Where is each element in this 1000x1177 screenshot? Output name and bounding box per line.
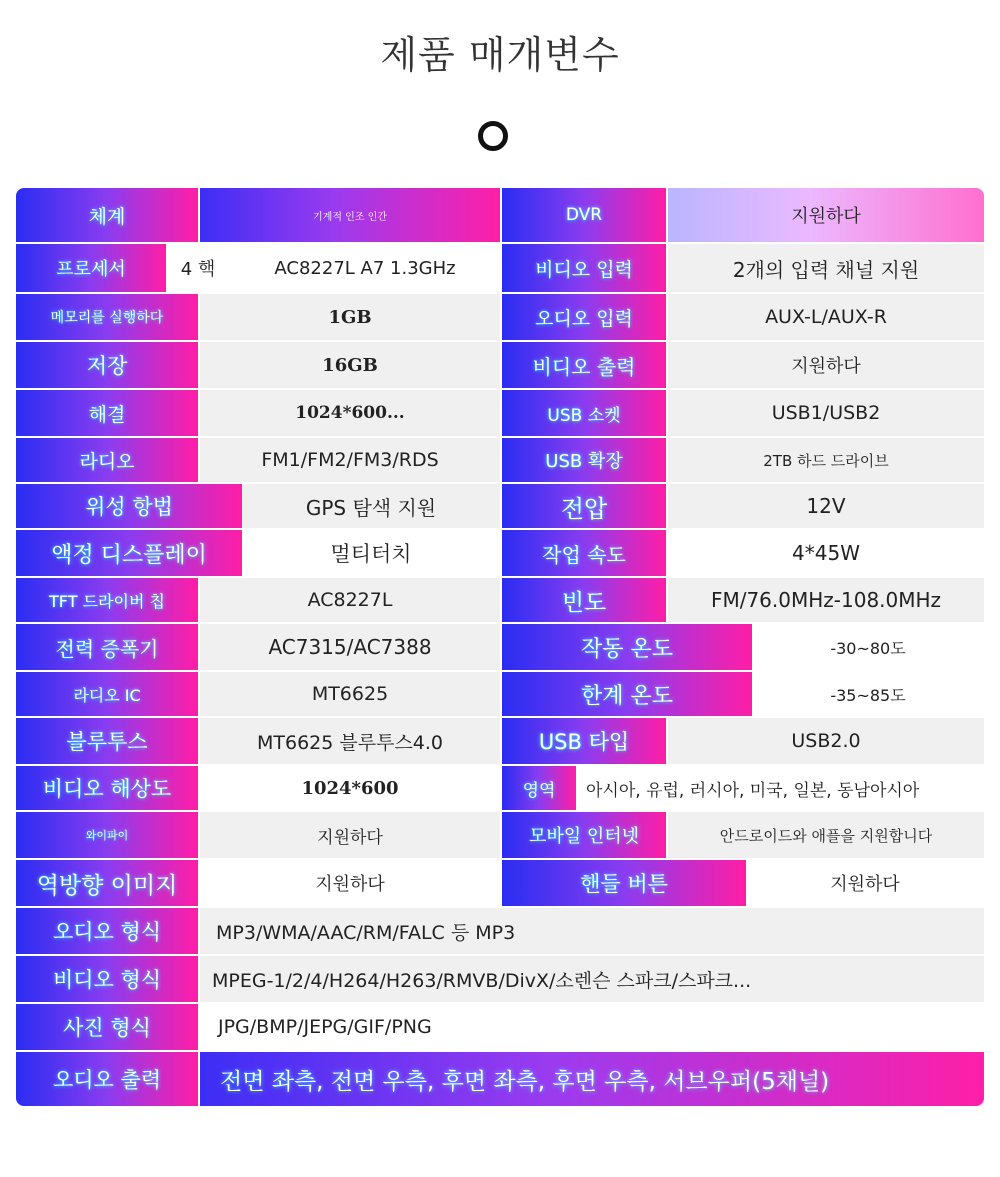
page-title: 제품 매개변수 (380, 33, 620, 77)
spec-value: 지원하다 (668, 188, 984, 242)
spec-value: 전면 좌측, 전면 우측, 후면 좌측, 후면 우측, 서브우퍼(5채널) (200, 1052, 984, 1106)
spec-value: 4*45W (668, 530, 984, 576)
table-row (16, 810, 984, 858)
spec-label: 전력 증폭기 (16, 624, 200, 670)
table-row (16, 716, 984, 764)
spec-value: 멀티터치 (242, 530, 502, 576)
spec-value: USB1/USB2 (668, 390, 984, 436)
table-row (16, 436, 984, 482)
spec-label: 모바일 인터넷 (502, 812, 668, 858)
spec-value: AUX-L/AUX-R (668, 294, 984, 340)
spec-label: 오디오 형식 (16, 908, 200, 954)
spec-value: 지원하다 (200, 812, 502, 858)
spec-label: USB 소켓 (502, 390, 668, 436)
spec-label: 저장 (16, 342, 200, 388)
spec-label: 오디오 출력 (16, 1052, 200, 1106)
spec-label: 영역 (502, 766, 576, 810)
table-row (16, 906, 984, 954)
ring-icon (478, 121, 508, 151)
spec-label: 블루투스 (16, 718, 200, 764)
spec-value: AC7315/AC7388 (200, 624, 502, 670)
spec-label: 해결 (16, 390, 200, 436)
spec-value: 지원하다 (668, 342, 984, 388)
spec-label: 한계 온도 (502, 672, 752, 716)
spec-value: 지원하다 (200, 860, 502, 906)
spec-label: 비디오 해상도 (16, 766, 200, 810)
table-row (16, 622, 984, 670)
spec-label: 비디오 출력 (502, 342, 668, 388)
spec-value: 아시아, 유럽, 러시아, 미국, 일본, 동남아시아 (576, 766, 984, 810)
spec-label: 오디오 입력 (502, 294, 668, 340)
spec-value: 1024*600... (200, 390, 502, 436)
spec-label: 위성 항법 (16, 484, 242, 528)
table-row (16, 242, 984, 292)
spec-value: 지원하다 (746, 860, 984, 906)
spec-label: DVR (502, 188, 668, 242)
table-row (16, 764, 984, 810)
spec-value: 1GB (200, 294, 502, 340)
spec-value: 2개의 입력 채널 지원 (668, 244, 984, 292)
spec-label: 작동 온도 (502, 624, 752, 670)
spec-label: 전압 (502, 484, 668, 528)
spec-label: 라디오 IC (16, 672, 200, 716)
spec-value: AC8227L (200, 578, 502, 622)
spec-value: USB2.0 (668, 718, 984, 764)
spec-label: 프로세서 (16, 244, 166, 292)
spec-label: 사진 형식 (16, 1004, 200, 1050)
spec-label: 와이파이 (16, 812, 200, 858)
spec-label: 메모리를 실행하다 (16, 294, 200, 340)
table-row (16, 1050, 984, 1106)
spec-label: USB 확장 (502, 438, 668, 482)
spec-label: 비디오 형식 (16, 956, 200, 1002)
spec-value: 2TB 하드 드라이브 (668, 438, 984, 482)
spec-label: 역방향 이미지 (16, 860, 200, 906)
table-row (16, 576, 984, 622)
table-row (16, 954, 984, 1002)
table-row (16, 340, 984, 388)
spec-label: 작업 속도 (502, 530, 668, 576)
table-row (16, 188, 984, 242)
spec-value: MPEG-1/2/4/H264/H263/RMVB/DivX/소렌슨 스파크/스파크... (200, 956, 984, 1002)
spec-value: -30~80도 (752, 624, 984, 670)
spec-value: 12V (668, 484, 984, 528)
spec-value: MT6625 블루투스4.0 (200, 718, 502, 764)
spec-label: 비디오 입력 (502, 244, 668, 292)
spec-value: -35~85도 (752, 672, 984, 716)
spec-label: USB 타입 (502, 718, 668, 764)
spec-value: MT6625 (200, 672, 502, 716)
spec-value: 4 핵 (166, 244, 230, 292)
spec-value: JPG/BMP/JEPG/GIF/PNG (200, 1004, 984, 1050)
table-row (16, 388, 984, 436)
spec-value: GPS 탐색 지원 (242, 484, 502, 528)
spec-value: FM/76.0MHz-108.0MHz (668, 578, 984, 622)
spec-value: 안드로이드와 애플을 지원합니다 (668, 812, 984, 858)
spec-label: TFT 드라이버 칩 (16, 578, 200, 622)
table-row (16, 292, 984, 340)
spec-value: 기계적 인조 인간 (200, 188, 502, 242)
spec-label: 라디오 (16, 438, 200, 482)
spec-value: FM1/FM2/FM3/RDS (200, 438, 502, 482)
spec-label: 액정 디스플레이 (16, 530, 242, 576)
spec-label: 빈도 (502, 578, 668, 622)
spec-value: 1024*600 (200, 766, 502, 810)
table-row (16, 1002, 984, 1050)
spec-label: 핸들 버튼 (502, 860, 746, 906)
table-row (16, 858, 984, 906)
table-row (16, 528, 984, 576)
spec-label: 체계 (16, 188, 200, 242)
spec-value: MP3/WMA/AAC/RM/FALC 등 MP3 (200, 908, 984, 954)
spec-value: 16GB (200, 342, 502, 388)
spec-table (16, 188, 984, 1106)
table-row (16, 482, 984, 528)
spec-value: AC8227L A7 1.3GHz (230, 244, 502, 292)
table-row (16, 670, 984, 716)
